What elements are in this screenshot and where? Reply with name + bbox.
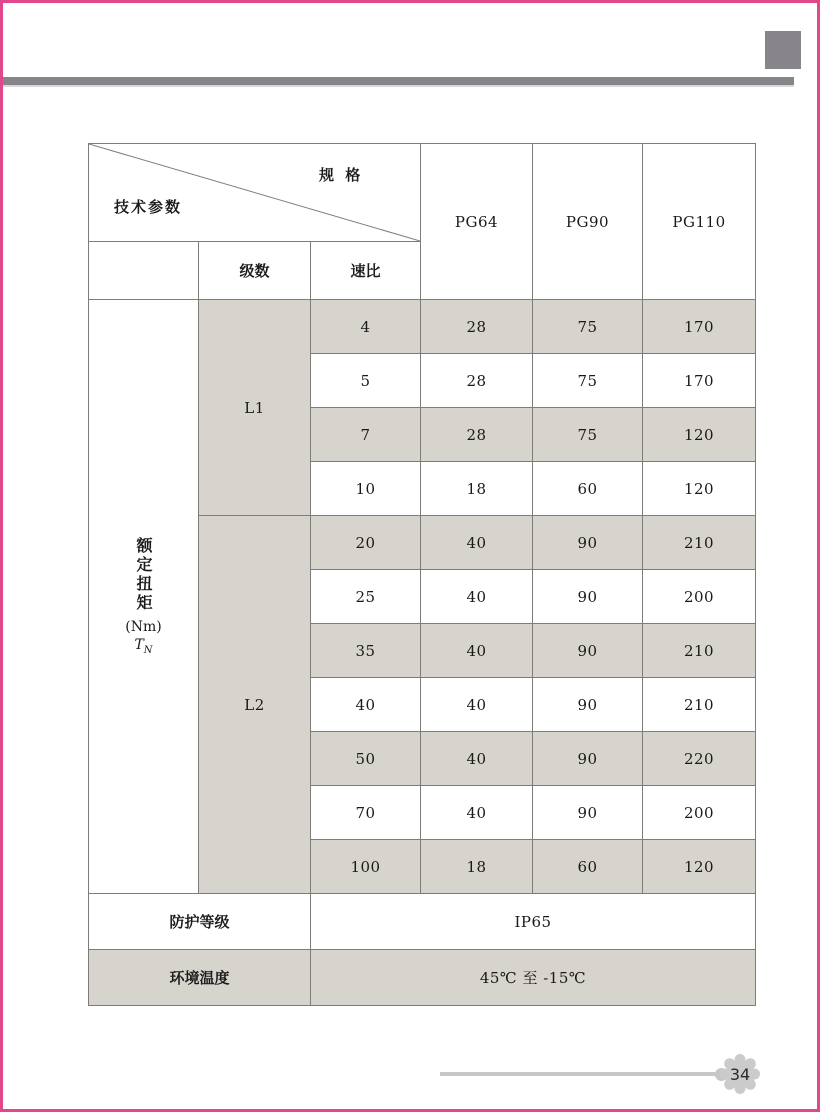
torque-label: 额定扭矩 (134, 537, 153, 614)
value-cell-pg110: 120 (643, 408, 756, 462)
footer-row-temperature (89, 950, 756, 1006)
value-cell-pg110: 170 (643, 354, 756, 408)
value-cell-pg90: 75 (533, 408, 643, 462)
value-cell-pg110: 200 (643, 786, 756, 840)
data-row (89, 300, 756, 354)
ratio-cell: 100 (311, 840, 421, 894)
page-number: 34 (729, 1064, 751, 1084)
value-cell-pg110: 210 (643, 624, 756, 678)
ratio-cell: 7 (311, 408, 421, 462)
stage-l2-cell: L2 (199, 516, 311, 894)
value-cell-pg64: 28 (421, 354, 533, 408)
value-cell-pg64: 18 (421, 840, 533, 894)
protection-class-label: 防护等级 (89, 894, 311, 950)
ratio-cell: 70 (311, 786, 421, 840)
ratio-cell: 35 (311, 624, 421, 678)
value-cell-pg110: 200 (643, 570, 756, 624)
value-cell-pg90: 90 (533, 570, 643, 624)
ratio-header-cell: 速比 (311, 242, 421, 300)
ratio-cell: 20 (311, 516, 421, 570)
protection-class-value: IP65 (311, 894, 756, 950)
value-cell-pg90: 90 (533, 516, 643, 570)
spec-axis-label: 规 格 (319, 166, 364, 184)
value-cell-pg90: 90 (533, 732, 643, 786)
value-cell-pg90: 75 (533, 300, 643, 354)
torque-label-cell (89, 300, 199, 894)
value-cell-pg64: 28 (421, 300, 533, 354)
ambient-temperature-value: 45℃ 至 -15℃ (311, 950, 756, 1006)
torque-symbol-main: T (134, 637, 144, 654)
torque-unit: (Nm) (125, 619, 162, 636)
value-cell-pg90: 60 (533, 462, 643, 516)
column-header-pg110: PG110 (643, 144, 756, 300)
torque-label-group (89, 537, 198, 656)
value-cell-pg64: 40 (421, 624, 533, 678)
value-cell-pg64: 40 (421, 678, 533, 732)
stage-header-cell: 级数 (199, 242, 311, 300)
torque-symbol (134, 637, 152, 656)
header-corner-block (765, 31, 801, 69)
value-cell-pg90: 60 (533, 840, 643, 894)
header-rule-bar (3, 77, 794, 87)
table-corner-cell (89, 144, 421, 242)
value-cell-pg110: 170 (643, 300, 756, 354)
value-cell-pg64: 40 (421, 516, 533, 570)
value-cell-pg90: 90 (533, 786, 643, 840)
stage-l1-cell: L1 (199, 300, 311, 516)
value-cell-pg110: 120 (643, 462, 756, 516)
value-cell-pg64: 40 (421, 570, 533, 624)
value-cell-pg90: 90 (533, 678, 643, 732)
ratio-cell: 25 (311, 570, 421, 624)
footer-rule-line (440, 1072, 717, 1076)
column-header-pg90: PG90 (533, 144, 643, 300)
torque-symbol-sub: N (143, 644, 153, 656)
ratio-cell: 40 (311, 678, 421, 732)
value-cell-pg64: 40 (421, 786, 533, 840)
ambient-temperature-label: 环境温度 (89, 950, 311, 1006)
value-cell-pg90: 75 (533, 354, 643, 408)
diagonal-divider-line (89, 144, 420, 241)
value-cell-pg110: 210 (643, 678, 756, 732)
ratio-cell: 50 (311, 732, 421, 786)
value-cell-pg64: 40 (421, 732, 533, 786)
footer-row-protection (89, 894, 756, 950)
ratio-cell: 5 (311, 354, 421, 408)
value-cell-pg110: 120 (643, 840, 756, 894)
ratio-cell: 10 (311, 462, 421, 516)
header-row-models (89, 144, 756, 242)
params-axis-label: 技术参数 (114, 198, 183, 216)
ratio-cell: 4 (311, 300, 421, 354)
value-cell-pg90: 90 (533, 624, 643, 678)
page-number-gear-icon (718, 1052, 762, 1096)
value-cell-pg64: 18 (421, 462, 533, 516)
technical-parameters-table (88, 143, 756, 1006)
value-cell-pg110: 210 (643, 516, 756, 570)
column-header-pg64: PG64 (421, 144, 533, 300)
empty-header-cell (89, 242, 199, 300)
value-cell-pg64: 28 (421, 408, 533, 462)
value-cell-pg110: 220 (643, 732, 756, 786)
